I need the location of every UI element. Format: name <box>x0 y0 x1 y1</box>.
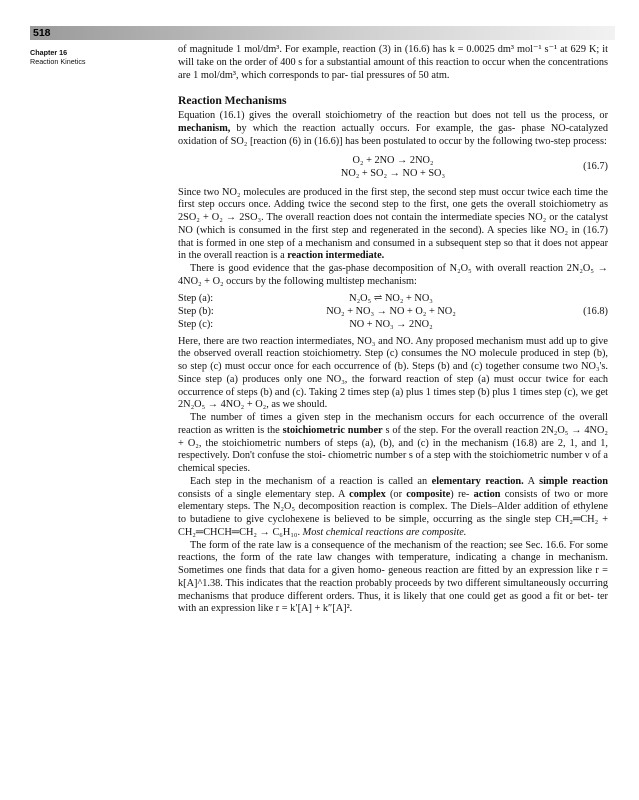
step-label: Step (c): <box>178 318 214 330</box>
term-complex: complex <box>349 488 386 500</box>
paragraph-intermediates: Since two NO₂ molecules are produced in the first step, the second step must occur twice each time the first step occurs once. Adding twice the second step to the first, one gets the overall stoichiometry as 2SO₂ + O₂ → 2SO₃. The overall reaction does not contain the intermediate species NO₂ or the catalyst NO (which is consumed in the first step and regenerated in the second). A species like NO₂ in (16.7) that is formed in one step of a mechanism and consumed in a subsequent step so that it does not appear in the overall reaction is a reaction intermediate. <box>178 186 609 262</box>
chapter-title: Reaction Kinetics <box>30 57 86 66</box>
term-composite: composite <box>406 488 451 500</box>
term-elementary-reaction: elementary reaction. <box>431 475 524 487</box>
term-simple-reaction: simple reaction <box>539 475 609 487</box>
equation-line: NO₂ + SO₂ → NO + SO₃ <box>340 167 446 179</box>
equation-number: (16.8) <box>583 305 608 317</box>
paragraph-elementary-reaction: Each step in the mechanism of a reaction is called an elementary reaction. A simple reaction consists of a single elementary step. A complex (or composite) re- action consists of two or more elementary steps. The N₂O₅ decomposition reaction is complex. The Diels–Alder addition of ethylene to butadiene to give cyclohexene is believed to be simple, occurring as the single step CH₂═CH₂ + CH₂═CHCH═CH₂ → C₆H₁₀. Most chemical reactions are composite. <box>178 475 609 538</box>
equation-line: O₂ + 2NO → 2NO₂ <box>352 154 434 166</box>
term-stoichiometric-number: stoichiometric number <box>282 424 383 436</box>
paragraph-stoichiometric-number: The number of times a given step in the mechanism occurs for each occurrence of the overall reaction as written is the stoichiometric number s of the step. For the overall reaction 2N₂O₅ → 4NO₂ + O₂, the stoichiometric numbers of steps (a), (b), and (c) in the mechanism (16.8) are 2, 1, and 1, respectively. Don't confuse the stoi- chiometric number s of a step with the stoichiometric number ν of a chemical species. <box>178 412 609 474</box>
paragraph-intro: of magnitude 1 mol/dm³. For example, reaction (3) in (16.6) has k = 0.0025 dm³ mol⁻¹ s⁻¹ at 629 K; it will take on the order of 400 s for a substantial amount of this reaction to occur when the concentrations are 1 mol/dm³, which corresponds to par- tial pressures of 50 atm. <box>178 44 608 81</box>
equation-number: (16.7) <box>583 160 608 172</box>
mechanism-step <box>178 306 608 319</box>
term-reaction-intermediate: reaction intermediate. <box>287 250 385 262</box>
step-reaction: NO + NO₃ → 2NO₂ <box>349 318 433 330</box>
paragraph-n2o5: There is good evidence that the gas-phase decomposition of N₂O₅ with overall reaction 2N₂O₅ → 4NO₂ + O₂ occurs by the following multistep mechanism: <box>178 263 608 287</box>
chapter-sidebar <box>30 48 86 66</box>
page-number: 518 <box>33 27 51 39</box>
main-text-column <box>178 44 608 616</box>
paragraph-two-intermediates: Here, there are two reaction intermediates, NO₃ and NO. Any proposed mechanism must add up to give the observed overall reaction stoichiometry. Step (c) consumes the NO molecule produced in step (b), so step (c) must occur once for each occurrence of (b). Steps (b) and (c) together consume two NO₃'s. Since step (a) produces only one NO₃, the forward reaction of step (a) must occur twice for each occurrence of steps (b) and (c). Taking 2 times step (a) plus 1 times step (b) plus 1 times step (c), we get 2N₂O₅ → 4NO₂ + O₂, as we should. <box>178 335 609 411</box>
term-mechanism: mechanism, <box>178 123 231 134</box>
section-heading: Reaction Mechanisms <box>178 94 287 108</box>
mechanism-step <box>178 293 608 306</box>
chapter-label: Chapter 16 <box>30 48 68 57</box>
term-action: action <box>473 488 501 500</box>
step-reaction: NO₂ + NO₃ → NO + O₂ + NO₂ <box>326 305 456 317</box>
step-label: Step (b): <box>178 305 214 317</box>
mechanism-step <box>178 319 608 332</box>
paragraph-mechanism-intro: Equation (16.1) gives the overall stoichiometry of the reaction but does not tell us the process, or mechanism, by which the reaction actually occurs. For example, the gas- phase NO-catalyzed oxidation of SO₂ [reaction (6) in (16.6)] has been postulated to occur by the following two-step process: <box>178 110 608 147</box>
paragraph-rate-law-form: The form of the rate law is a consequence of the mechanism of the reaction; see Sec. 16.6. For some reactions, the form of the rate law changes with temperature, indicating a change in mechanism. Sometimes one finds that data for a given homo- geneous reaction are fitted by an expression like r = k[A]^1.38. This indicates that the reaction probably proceeds by two different simultaneously occurring mechanisms that produce different orders. Thus, it is likely that one could get as good a fit or bet- ter with an expression like r = k′[A] + k″[A]². <box>178 539 609 615</box>
page-header-bar <box>30 26 615 40</box>
step-reaction: N₂O₅ ⇌ NO₂ + NO₃ <box>349 292 433 304</box>
equation-16-8 <box>178 293 608 332</box>
equation-16-7 <box>178 155 608 181</box>
emphasis-composite-statement: Most chemical reactions are composite. <box>302 526 467 538</box>
step-label: Step (a): <box>178 292 214 304</box>
